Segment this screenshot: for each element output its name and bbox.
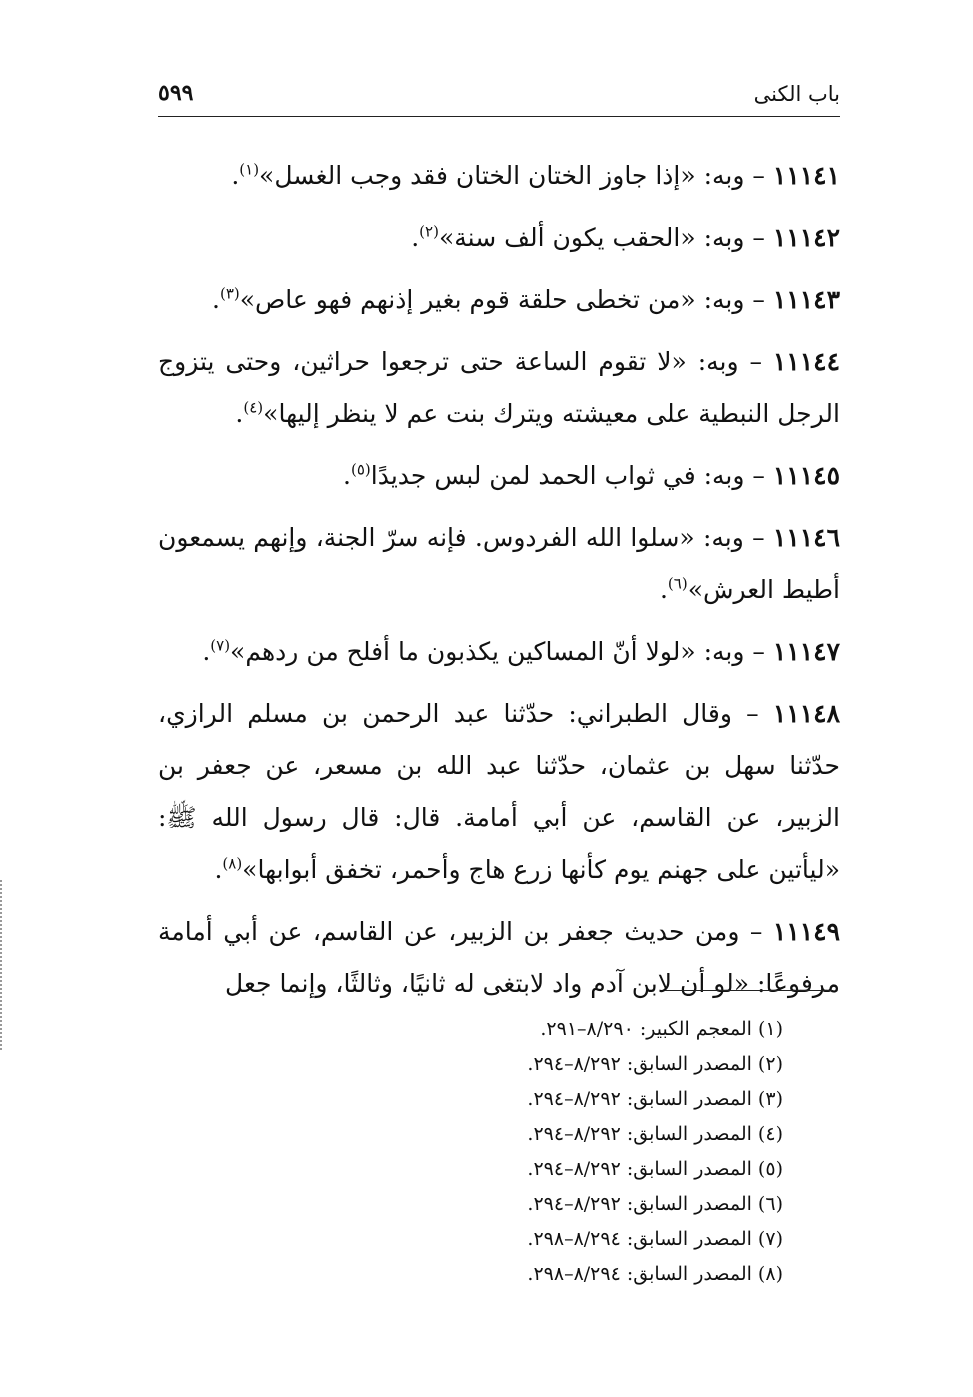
hadith-entry [158,450,840,502]
entry-number: ١١١٤٢ [772,223,840,252]
footnote-ref: (٨) [222,854,243,873]
footnote: (٦) المصدر السابق: ٨/٢٩٢–٢٩٤. [527,1193,783,1215]
entry-text: – ومن حديث جعفر بن الزبير، عن القاسم، عن أبي أمامة مرفوعًا: «لو أن لابن آدم واد لابتغى له ثانيًا، وثالثًا، وإنما جعل [158,917,840,998]
entry-text: – وبه: «من تخطى حلقة قوم بغير إذنهم فهو عاص» [239,285,773,314]
footnote: (١) المعجم الكبير: ٨/٢٩٠–٢٩١. [540,1018,783,1040]
entry-number: ١١١٤٩ [772,917,840,946]
entry-end: . [411,223,420,252]
footnote-rule [665,990,833,991]
footnote-ref: (٣) [219,284,240,303]
hadith-entry [158,626,840,678]
entry-number: ١١١٤٣ [772,285,840,314]
entry-number: ١١١٤٥ [772,461,840,490]
header-rule [158,116,840,117]
hadith-entry [158,336,840,440]
page-header [158,70,840,116]
entry-number: ١١١٤١ [772,161,840,190]
footnote: (٥) المصدر السابق: ٨/٢٩٢–٢٩٤. [527,1158,783,1180]
entry-end: . [659,575,668,604]
entry-text: – وبه: «لولا أنّ المساكين يكذبون ما أفلح من ردهم» [230,637,773,666]
entry-text: – وبه: «لا تقوم الساعة حتى ترجعوا حراثين، وحتى يتزوج الرجل النبطية على معيشته ويترك بنت عم لا ينظر إليها» [158,347,840,428]
page-number: ٥٩٩ [158,80,194,106]
entry-end: . [212,285,220,314]
running-title: باب الكنى [753,82,840,106]
footnote: (٧) المصدر السابق: ٨/٢٩٤–٢٩٨. [527,1228,783,1250]
hadith-entry [158,512,840,616]
footnote: (٨) المصدر السابق: ٨/٢٩٤–٢٩٨. [527,1263,783,1285]
entry-end: . [214,855,223,884]
entry-number: ١١١٤٦ [772,523,840,552]
footnote-ref: (١) [239,160,260,179]
hadith-entry [158,906,840,1010]
entry-end: . [343,461,351,490]
entry-text: – وبه: «إذا جاوز الختان الختان فقد وجب الغسل» [259,161,773,190]
entry-end: . [231,161,240,190]
entry-text: – وبه: في ثواب الحمد لمن لبس جديدًا [370,461,773,490]
entry-number: ١١١٤٨ [772,699,840,728]
entry-number: ١١١٤٧ [772,637,840,666]
entry-text: – وبه: «الحقب يكون ألف سنة» [438,223,773,252]
footnote: (٢) المصدر السابق: ٨/٢٩٢–٢٩٤. [527,1053,783,1075]
entry-number: ١١١٤٤ [772,347,840,376]
entry-end: . [202,637,211,666]
footnote-ref: (٢) [419,222,439,241]
hadith-entry [158,688,840,896]
footnote: (٣) المصدر السابق: ٨/٢٩٢–٢٩٤. [527,1088,783,1110]
hadith-entry [158,150,840,202]
footnote-ref: (٤) [243,398,264,417]
footnote-ref: (٦) [667,574,688,593]
hadith-entry [158,212,840,264]
entry-text: – وبه: «سلوا الله الفردوس. فإنه سرّ الجنة، وإنهم يسمعون أطيط العرش» [158,523,840,604]
scan-margin-dots [0,880,5,1050]
footnote: (٤) المصدر السابق: ٨/٢٩٢–٢٩٤. [527,1123,783,1145]
footnotes [303,1012,783,1292]
hadith-entry [158,274,840,326]
hadith-entries [158,150,840,1020]
entry-text: – وقال الطبراني: حدّثنا عبد الرحمن بن مسلم الرازي، حدّثنا سهل بن عثمان، حدّثنا عبد الله بن مسعر، عن جعفر بن الزبير، عن القاسم، عن أبي أمامة. قال: قال رسول الله ﷺ: «ليأتين على جهنم يوم كأنها زرع هاج وأحمر، تخفق أبوابها» [158,699,840,884]
footnote-ref: (٧) [210,636,231,655]
footnote-ref: (٥) [350,460,371,479]
entry-end: . [235,399,244,428]
